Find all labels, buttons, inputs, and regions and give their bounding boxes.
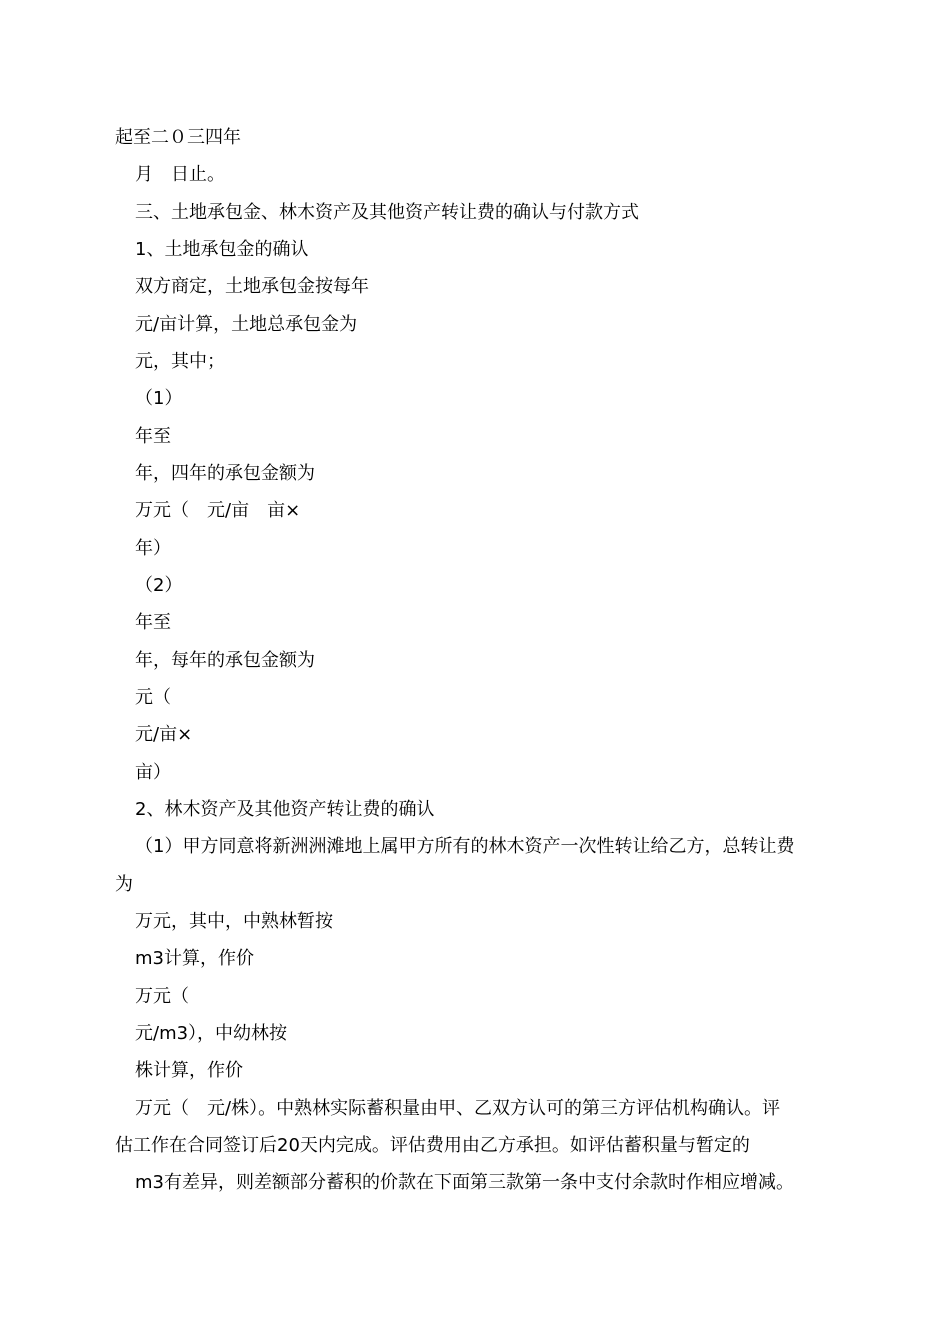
list-number: （2） xyxy=(135,575,183,596)
contract-line: 万元（ 元/亩 亩× xyxy=(135,500,301,521)
contract-line: 万元，其中，中熟林暂按 xyxy=(135,911,333,932)
contract-line: 元（ xyxy=(135,687,171,708)
contract-line: 年至 xyxy=(135,426,171,447)
contract-line: （1）甲方同意将新洲洲滩地上属甲方所有的林木资产一次性转让给乙方，总转让费 xyxy=(135,836,795,857)
contract-line: 年，每年的承包金额为 xyxy=(135,650,315,671)
contract-line: 元/亩计算，土地总承包金为 xyxy=(135,314,358,335)
subsection-heading: 1、土地承包金的确认 xyxy=(135,239,309,260)
contract-line: 起至二０三四年 xyxy=(115,127,241,148)
section-heading: 三、土地承包金、林木资产及其他资产转让费的确认与付款方式 xyxy=(135,202,639,223)
contract-line: 年） xyxy=(135,538,171,559)
contract-line: 元/亩× xyxy=(135,724,193,745)
contract-line: m3有差异，则差额部分蓄积的价款在下面第三款第一条中支付余款时作相应增减。 xyxy=(135,1172,794,1193)
contract-line: 元，其中； xyxy=(135,351,225,372)
contract-line: 万元（ 元/株）。中熟林实际蓄积量由甲、乙双方认可的第三方评估机构确认。评 xyxy=(135,1098,781,1119)
contract-line: 估工作在合同签订后20天内完成。评估费用由乙方承担。如评估蓄积量与暂定的 xyxy=(115,1135,750,1156)
contract-line: 亩） xyxy=(135,762,171,783)
list-number: （1） xyxy=(135,388,183,409)
contract-line: 双方商定，土地承包金按每年 xyxy=(135,276,369,297)
contract-line: 元/m3），中幼林按 xyxy=(135,1023,288,1044)
contract-line: 万元（ xyxy=(135,986,189,1007)
contract-line: 年，四年的承包金额为 xyxy=(135,463,315,484)
contract-line: 月 日止。 xyxy=(135,164,225,185)
contract-line: 株计算，作价 xyxy=(135,1060,243,1081)
contract-line: 为 xyxy=(115,874,133,895)
contract-line: m3计算，作价 xyxy=(135,948,254,969)
subsection-heading: 2、林木资产及其他资产转让费的确认 xyxy=(135,799,435,820)
contract-line: 年至 xyxy=(135,612,171,633)
